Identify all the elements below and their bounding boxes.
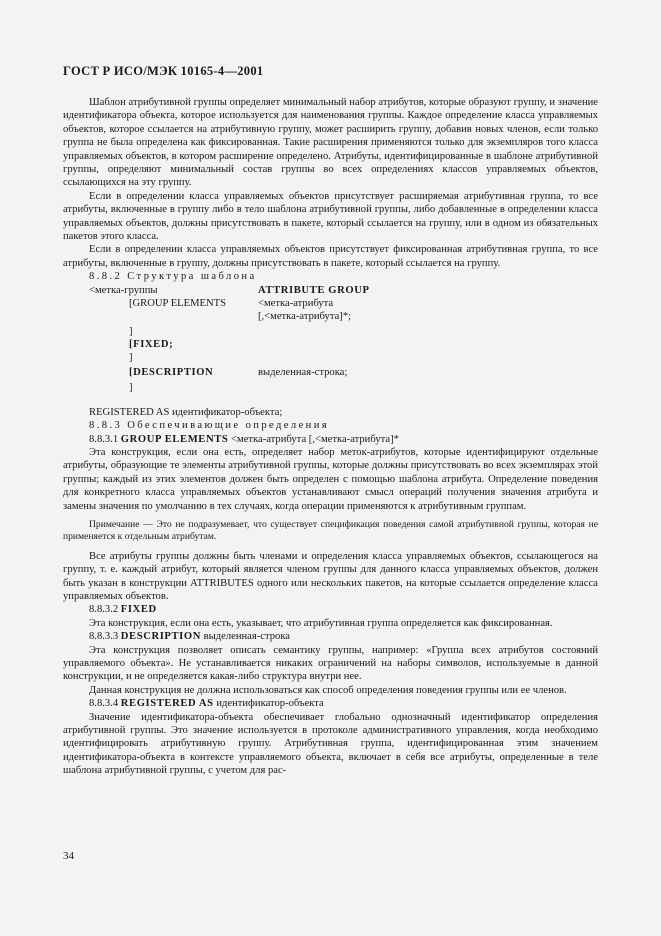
paragraph-description-usage: Данная конструкция не должна использоваться как способ определения поведения группы или ее членов. [89,684,567,696]
template-bracket-close: ] [129,325,133,337]
page-number: 34 [63,850,74,862]
paragraph-template-definition: Шаблон атрибутивной группы определяет минимальный набор атрибутов, которые образуют группу, и значение идентификатора объекта, которое используется для наименования группы. Каждое определение класса управляемых объектов, которое ссылается на атрибутивную группу, может расширить группу, добавив новых членов, если только группа не была определена как фиксированная. Такие расширения применяются только для экземпляров того класса управляемых объектов, в котором расширение определено. Атрибуты, идентифицированные в шаблоне атрибутивной группы, определяют минимальный состав группы во всех определениях классов управляемых объектов, ссылающихся на эту группу. [63,97,598,189]
template-group-elements: [GROUP ELEMENTS [129,297,227,309]
heading-keyword: REGISTERED AS [120,698,214,710]
paragraph-fixed: Эта конструкция, если она есть, указывает, что атрибутивная группа определяется как фиксированная. [89,617,553,629]
template-bracket-close: ] [129,381,133,393]
page-header: ГОСТ Р ИСО/МЭК 10165-4—2001 [63,64,264,78]
heading-rest: выделенная-строка [200,631,291,643]
heading-8-8-3-4 [63,697,598,710]
template-attr-label-repeat: [,<метка-атрибута]*; [258,310,352,322]
template-fixed: [FIXED; [129,338,174,350]
heading-number: 8.8.3.3 [89,631,121,643]
heading-8-8-3-2 [63,603,598,616]
heading-keyword: GROUP ELEMENTS [120,433,229,445]
template-group-label: <метка-группы [89,284,158,296]
template-keyword: ATTRIBUTE GROUP [258,284,370,296]
paragraph-extensible-group: Если в определении класса управляемых объектов присутствует расширяемая атрибутивная группа, то все атрибуты, включенные в группу либо в тело шаблона атрибутивной группы, либо добавленные в определении класса управляемых объектов, должны присутствовать в пакете, который ссылается на группу, или в одном из обязательных пакетов этого класса. [63,190,598,243]
paragraph-attribute-members: Все атрибуты группы должны быть членами и определения класса управляемых объектов, ссылающегося на группу, т. е. каждый атрибут, который является членом группы для данного класса управляемых объектов, должен быть указан в конструкции ATTRIBUTES одного или нескольких пакетов, на которые ссылается определение класса управляемых объектов. [63,550,598,602]
heading-8-8-2: 8.8.2 Структура шаблона [89,271,257,283]
heading-8-8-3: 8.8.3 Обеспечивающие определения [89,420,330,432]
paragraph-fixed-group: Если в определении класса управляемых объектов присутствует фиксированная атрибутивная группа, то все атрибуты, включенные в группу, должны присутствовать в пакете, который ссылается на группу. [63,244,598,269]
page-body [63,96,598,778]
template-structure [63,284,598,404]
heading-keyword: FIXED [120,604,157,616]
heading-keyword: DESCRIPTION [120,631,201,643]
heading-number: 8.8.3.2 [89,604,121,616]
heading-8-8-3-1 [63,433,598,446]
template-registered-as: REGISTERED AS идентификатор-объекта; [89,406,283,418]
note: Примечание — Это не подразумевает, что существует спецификация поведения самой атрибутивной группы, которая не применяется к отдельным атрибутам. [63,518,598,543]
heading-rest: идентификатор-объекта [213,698,324,710]
heading-number: 8.8.3.4 [89,698,121,710]
heading-8-8-3-3 [63,630,598,643]
paragraph-description: Эта конструкция позволяет описать семантику группы, например: «Группа всех атрибутов состояний управляемого объекта». Не устанавливается никаких ограничений на наборы символов, используемые в данной конструкции, и не определяется какая-либо структура внутри нее. [63,644,598,683]
heading-number: 8.8.3.1 [89,433,121,445]
heading-rest: <метка-атрибута [,<метка-атрибута]* [228,433,399,445]
paragraph-group-elements: Эта конструкция, если она есть, определяет набор меток-атрибутов, которые идентифицируют отдельные атрибуты, образующие те элементы атрибутивной группы, которые должны присутствовать во всех экземплярах этой группы; каждый из этих элементов должен быть определен с помощью шаблона атрибута. Определение поведения для конкретного класса управляемых объектов устанавливают смысл операций получения значения атрибута и замены значения по умолчанию в тех случаях, когда операции применяются к атрибутивным группам. [63,446,598,512]
paragraph-registered-as: Значение идентификатора-объекта обеспечивает глобально однозначный идентификатор определения атрибутивной группы. Это значение используется в протоколе административного управления, когда необходимо идентифицировать атрибутивную группу. Атрибутивная группа, идентифицированная этим значением идентификатора-объекта в контексте управляемого объекта, включает в себя все атрибуты, определенные в теле шаблона атрибутивной группы, с учетом для рас- [63,711,598,777]
template-description-value: выделенная-строка; [258,366,348,378]
template-bracket-close: ] [129,351,133,363]
template-description: [DESCRIPTION [129,366,214,378]
template-attr-label: <метка-атрибута [258,297,334,309]
